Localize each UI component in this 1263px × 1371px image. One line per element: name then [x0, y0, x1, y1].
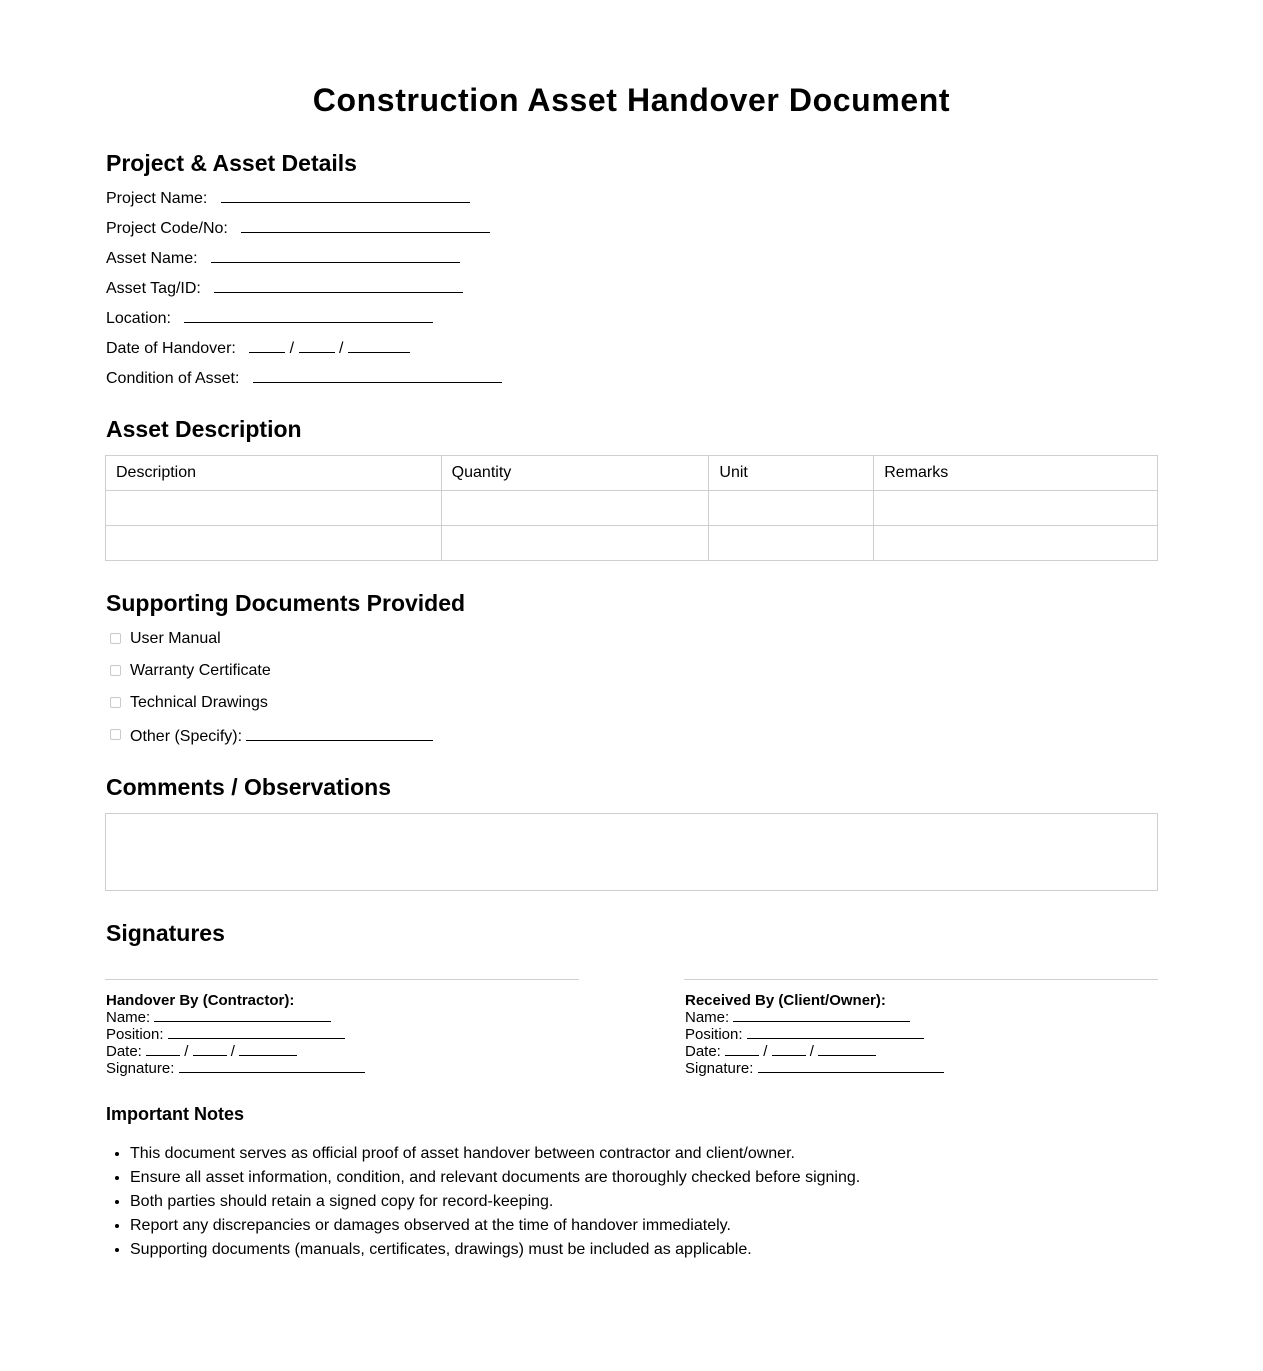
contractor-signature-line: [105, 979, 579, 980]
location-field[interactable]: [106, 308, 433, 328]
column-header: Description: [106, 456, 442, 491]
position-label: Position:: [685, 1026, 743, 1043]
condition-line[interactable]: [253, 368, 502, 383]
client-signature-field[interactable]: [685, 1060, 944, 1077]
contractor-signature-block: [106, 992, 365, 1077]
client-signature-block: [685, 992, 944, 1077]
list-item: • Supporting documents (manuals, certificates, drawings) must be included as applicable.: [130, 1238, 1180, 1262]
table-cell[interactable]: [106, 526, 442, 561]
name-line[interactable]: [154, 1009, 331, 1022]
technical-drawings-label: Technical Drawings: [130, 694, 268, 711]
client-position-field[interactable]: [685, 1026, 944, 1043]
page-title: Construction Asset Handover Document: [312, 82, 951, 118]
client-heading: Received By (Client/Owner):: [685, 992, 886, 1009]
asset-tag-field[interactable]: [106, 278, 463, 298]
date-month-line[interactable]: [193, 1043, 227, 1056]
position-line[interactable]: [747, 1026, 924, 1039]
table-cell[interactable]: [874, 491, 1158, 526]
signature-line[interactable]: [758, 1060, 944, 1073]
asset-tag-line[interactable]: [214, 278, 463, 293]
important-notes-list: [106, 1142, 1180, 1262]
date-month-line[interactable]: [772, 1043, 806, 1056]
date-separator: /: [339, 340, 344, 357]
section-heading-supporting: Supporting Documents Provided: [106, 590, 466, 616]
date-separator: /: [809, 1043, 814, 1060]
client-signature-line: [684, 979, 1158, 980]
date-label: Date:: [685, 1043, 721, 1060]
signature-line[interactable]: [179, 1060, 365, 1073]
name-label: Name:: [106, 1009, 151, 1026]
location-label: Location:: [106, 310, 171, 327]
list-item: • Both parties should retain a signed copy for record-keeping.: [130, 1190, 1180, 1214]
project-code-label: Project Code/No:: [106, 220, 228, 237]
other-specify-line[interactable]: [246, 726, 433, 741]
position-label: Position:: [106, 1026, 164, 1043]
section-heading-signatures: Signatures: [106, 920, 225, 946]
other-label: Other (Specify):: [130, 728, 243, 745]
date-separator: /: [763, 1043, 768, 1060]
date-separator: /: [289, 340, 295, 357]
date-year-line[interactable]: [239, 1043, 297, 1056]
list-item: • Report any discrepancies or damages observed at the time of handover immediately.: [130, 1214, 1180, 1238]
asset-description-table: [105, 455, 1158, 561]
date-separator: /: [230, 1043, 235, 1060]
date-label: Date:: [106, 1043, 142, 1060]
list-item: • Ensure all asset information, condition, and relevant documents are thoroughly checked before signing.: [130, 1166, 1180, 1190]
date-month-line[interactable]: [299, 338, 335, 353]
section-heading-description: Asset Description: [106, 416, 302, 442]
other-field: [130, 726, 433, 746]
project-name-field[interactable]: [106, 188, 470, 208]
date-day-line[interactable]: [725, 1043, 759, 1056]
list-item: • This document serves as official proof of asset handover between contractor and client/owner.: [130, 1142, 1180, 1166]
date-year-line[interactable]: [348, 338, 410, 353]
asset-name-line[interactable]: [211, 248, 460, 263]
date-of-handover-label: Date of Handover:: [106, 340, 236, 357]
contractor-date-field[interactable]: [106, 1043, 365, 1060]
contractor-position-field[interactable]: [106, 1026, 365, 1043]
location-line[interactable]: [184, 308, 433, 323]
asset-name-field[interactable]: [106, 248, 460, 268]
table-cell[interactable]: [709, 491, 874, 526]
column-header: Remarks: [874, 456, 1158, 491]
user-manual-label: User Manual: [130, 630, 221, 647]
name-line[interactable]: [733, 1009, 910, 1022]
asset-tag-label: Asset Tag/ID:: [106, 280, 201, 297]
date-year-line[interactable]: [818, 1043, 876, 1056]
other-checkbox[interactable]: [110, 729, 121, 740]
project-name-label: Project Name:: [106, 190, 208, 207]
important-notes-heading: Important Notes: [106, 1104, 245, 1124]
signature-label: Signature:: [106, 1060, 175, 1077]
date-of-handover-field[interactable]: [106, 338, 410, 358]
table-cell[interactable]: [874, 526, 1158, 561]
asset-name-label: Asset Name:: [106, 250, 198, 267]
position-line[interactable]: [168, 1026, 345, 1039]
condition-label: Condition of Asset:: [106, 370, 240, 387]
comments-box[interactable]: [105, 813, 1158, 891]
table-row: [106, 526, 1158, 561]
project-code-field[interactable]: [106, 218, 490, 238]
signature-label: Signature:: [685, 1060, 754, 1077]
column-header: Unit: [709, 456, 874, 491]
client-name-field[interactable]: [685, 1009, 944, 1026]
condition-field[interactable]: [106, 368, 502, 388]
date-day-line[interactable]: [146, 1043, 180, 1056]
contractor-signature-field[interactable]: [106, 1060, 365, 1077]
warranty-certificate-label: Warranty Certificate: [130, 662, 271, 679]
table-cell[interactable]: [106, 491, 442, 526]
table-header-row: [106, 456, 1158, 491]
warranty-certificate-checkbox[interactable]: [110, 665, 121, 676]
section-heading-details: Project & Asset Details: [106, 150, 357, 176]
table-cell[interactable]: [441, 491, 709, 526]
table-row: [106, 491, 1158, 526]
date-day-line[interactable]: [249, 338, 285, 353]
user-manual-checkbox[interactable]: [110, 633, 121, 644]
project-name-line[interactable]: [221, 188, 470, 203]
column-header: Quantity: [441, 456, 709, 491]
section-heading-comments: Comments / Observations: [106, 774, 392, 800]
technical-drawings-checkbox[interactable]: [110, 697, 121, 708]
date-separator: /: [184, 1043, 189, 1060]
contractor-heading: Handover By (Contractor):: [106, 992, 295, 1009]
client-date-field[interactable]: [685, 1043, 944, 1060]
table-cell[interactable]: [441, 526, 709, 561]
table-cell[interactable]: [709, 526, 874, 561]
name-label: Name:: [685, 1009, 730, 1026]
contractor-name-field[interactable]: [106, 1009, 365, 1026]
project-code-line[interactable]: [241, 218, 490, 233]
